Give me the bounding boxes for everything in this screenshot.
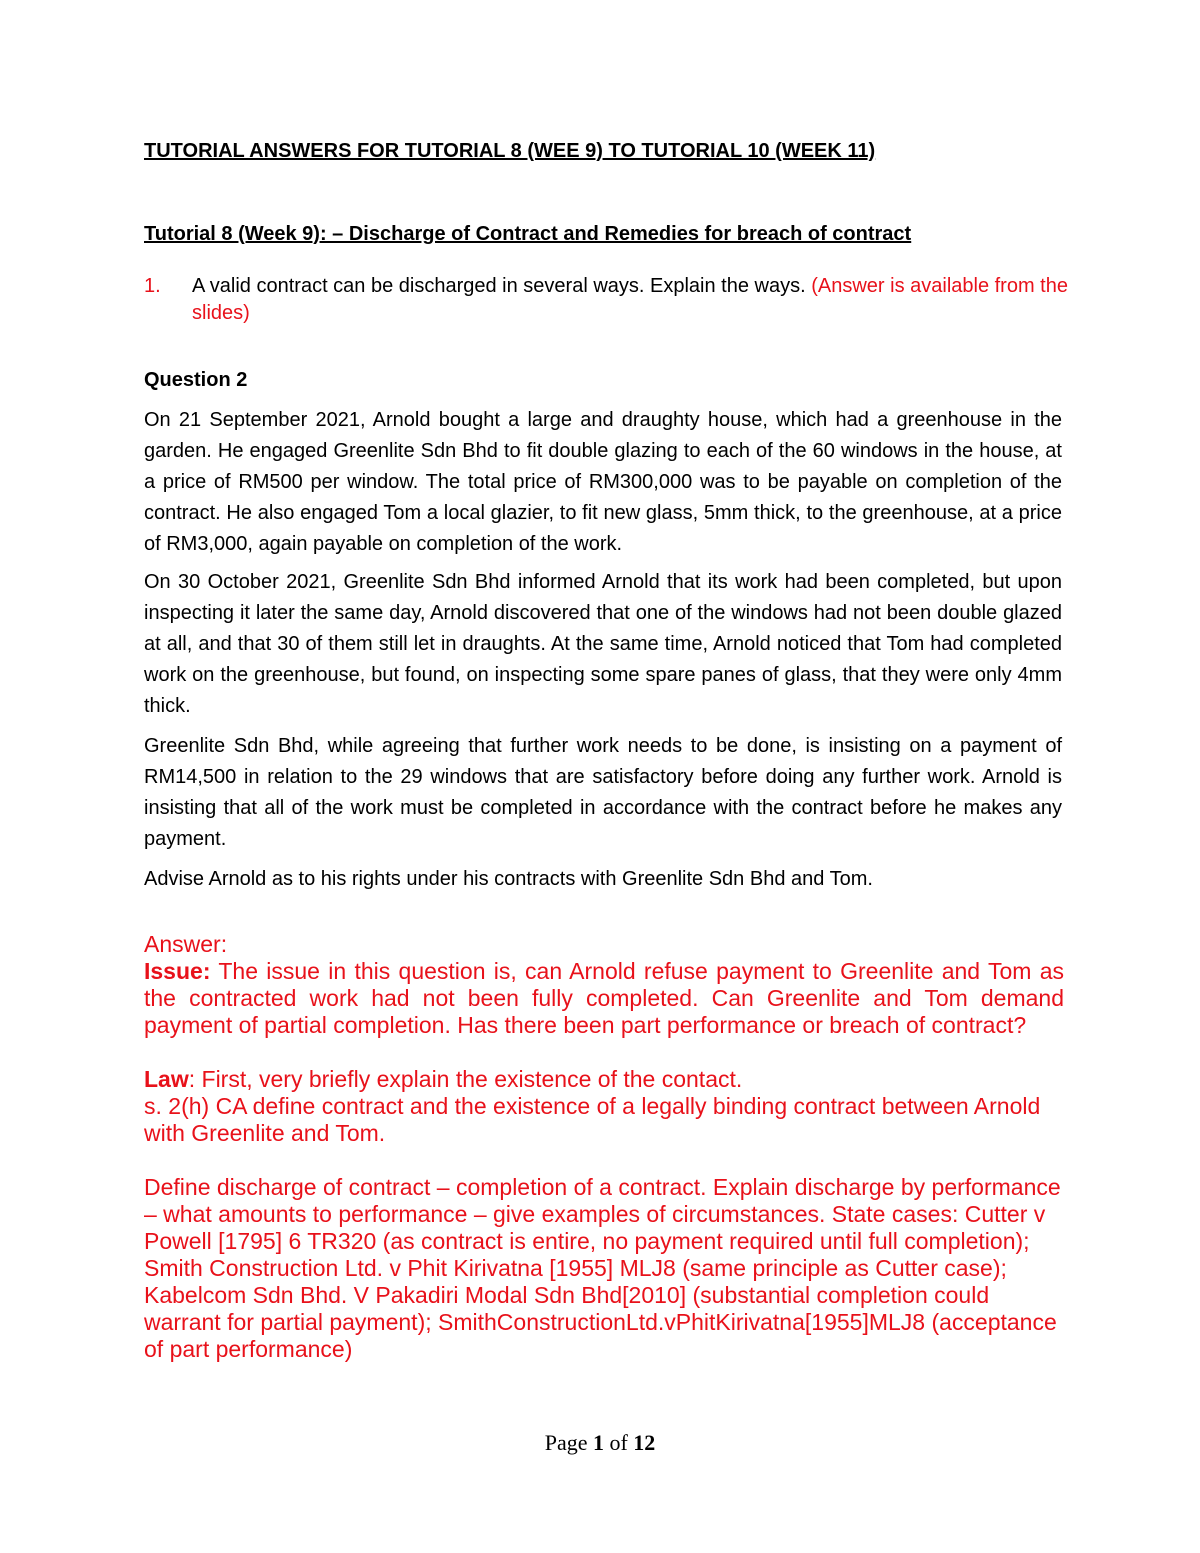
question-2-paragraph: On 21 September 2021, Arnold bought a large and draughty house, which had a greenhouse in the garden. He engaged Greenlite Sdn Bhd to fit double glazing to each of the 60 windows in the house, at a price of RM500 per window. The total price of RM300,000 was to be payable on completion of the contract. He also engaged Tom a local glazier, to fit new glass, 5mm thick, to the greenhouse, at a price of RM3,000, again payable on completion of the work. (144, 409, 1062, 555)
law-label: Law (144, 1066, 189, 1092)
question-2-paragraph: Greenlite Sdn Bhd, while agreeing that further work needs to be done, is insisting on a payment of RM14,500 in relation to the 29 windows that are satisfactory before doing any further work. Arnold is insisting that all of the work must be completed in accordance with the contract before he makes any payment. (144, 735, 1062, 850)
document-title: TUTORIAL ANSWERS FOR TUTORIAL 8 (WEE 9) TO TUTORIAL 10 (WEEK 11) (144, 140, 876, 162)
question-1-note: (Answer is available from the slides) (192, 275, 1068, 324)
question-2-instruction: Advise Arnold as to his rights under his contracts with Greenlite Sdn Bhd and Tom. (144, 868, 873, 890)
question-1-text (192, 273, 1072, 327)
footer-page-word: Page (544, 1430, 593, 1455)
footer-page-total: 12 (633, 1430, 656, 1455)
answer-issue (144, 958, 1064, 1039)
answer-label: Answer: (144, 931, 228, 957)
issue-text: The issue in this question is, can Arnold refuse payment to Greenlite and Tom as the contracted work had not been fully completed. Can Greenlite and Tom demand payment of partial completion. Has there been part performance or breach of contract? (144, 958, 1064, 1038)
section-heading: Tutorial 8 (Week 9): – Discharge of Contract and Remedies for breach of contract (144, 223, 912, 245)
law-section-text: s. 2(h) CA define contract and the existence of a legally binding contract between Arnold with Greenlite and Tom. (144, 1093, 1041, 1146)
footer-of-word: of (603, 1430, 634, 1455)
question-1-prompt: A valid contract can be discharged in several ways. Explain the ways. (192, 275, 812, 297)
footer-page-number: 1 (592, 1430, 604, 1455)
page-footer (0, 1430, 1200, 1456)
law-text: : First, very briefly explain the existence of the contact. (188, 1066, 743, 1092)
issue-label: Issue: (144, 958, 211, 984)
question-1-number: 1. (144, 275, 161, 297)
question-2-heading: Question 2 (144, 369, 248, 391)
question-2-paragraph: On 30 October 2021, Greenlite Sdn Bhd informed Arnold that its work had been completed, but upon inspecting it later the same day, Arnold discovered that one of the windows had not been double glazed at all, and that 30 of them still let in draughts. At the same time, Arnold noticed that Tom had completed work on the greenhouse, but found, on inspecting some spare panes of glass, that they were only 4mm thick. (144, 571, 1062, 717)
answer-law (144, 1066, 1064, 1147)
answer-discharge-definition: Define discharge of contract – completion of a contract. Explain discharge by performance – what amounts to performance – give examples of circumstances. State cases: Cutter v Powell [1795] 6 TR320 (as contract is entire, no payment required until full completion); Smith Construction Ltd. v Phit Kirivatna [1955] MLJ8 (same principle as Cutter case); Kabelcom Sdn Bhd. V Pakadiri Modal Sdn Bhd[2010] (substantial completion could warrant for partial payment); SmithConstructionLtd.vPhitKirivatna[1955]MLJ8 (acceptance of part performance) (144, 1174, 1061, 1362)
